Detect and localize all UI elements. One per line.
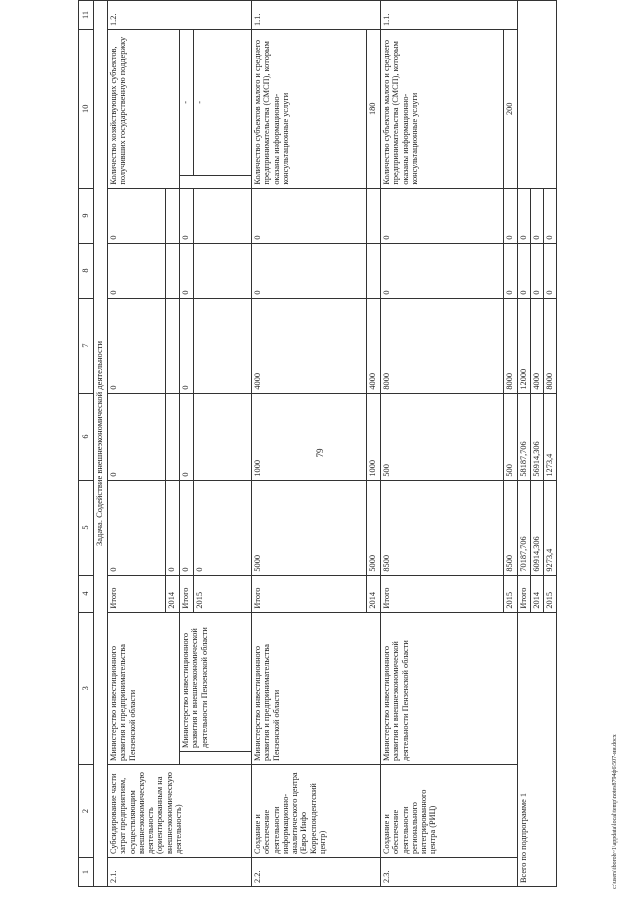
federal-value: 1000 [252,393,367,480]
total-value: 0 [194,480,252,575]
executor: Министерство инвестиционного развития и внешнеэкономической деятельности Пензенской области [180,612,252,751]
regional-value: 8000 [504,298,518,393]
period-label: 2015 [194,575,252,612]
table-row [252,1,367,887]
federal-value: 500 [504,393,518,480]
local-value: 0 [381,243,504,298]
header-col-1: 1 [79,858,94,887]
indicator-value: 180 [367,30,381,189]
indicator-value: 200 [504,30,518,189]
total-value: 70187,706 [518,480,531,575]
local-value: 0 [252,243,367,298]
task-title: Задача. Содействие внешнеэкономической деятельности [94,1,108,887]
executor: Министерство инвестиционного развития и предпринимательства Пензенской области [108,612,180,764]
total-value: 9273,4 [544,480,557,575]
header-col-11: 11 [79,1,94,30]
indicator-value: - [180,30,194,176]
period-label: 2014 [531,575,544,612]
indicator-ref: 1.1. [381,1,518,30]
measure-description: Создание и обеспечение деятельности информационно-аналитического центра (Евро Инфо Корреспондентский центр) [252,765,381,858]
executor: Министерство инвестиционного развития и предпринимательства Пензенской области [252,612,381,764]
total-value: 5000 [367,480,381,575]
other-value: 0 [504,188,518,243]
total-value: 0 [180,480,194,575]
row-number: 2.3. [381,858,518,887]
header-col-4: 4 [79,575,94,612]
federal-value: 1000 [367,393,381,480]
federal-value: 58187,706 [518,393,531,480]
column-header-row [79,1,94,887]
header-col-3: 3 [79,612,94,764]
local-value: 0 [531,243,544,298]
row-number: 2.1. [108,858,252,887]
header-col-2: 2 [79,765,94,858]
other-value: 0 [544,188,557,243]
regional-value: 0 [108,298,166,393]
local-value: 0 [180,243,194,298]
regional-value: 8000 [381,298,504,393]
indicator-ref: 1.2. [108,1,252,30]
header-col-6: 6 [79,393,94,480]
measure-description: Создание и обеспечение деятельности регионального интегрированного центра (РИЦ) [381,765,518,858]
regional-value: 4000 [252,298,367,393]
local-value: 0 [518,243,531,298]
indicator-ref: 1.1. [252,1,381,30]
spacer-cell [180,752,252,765]
total-value: 8500 [504,480,518,575]
period-label: Итого [381,575,504,612]
indicator-value: - [194,30,252,176]
regional-value: 0 [180,298,194,393]
measure-description: Субсидирование части затрат предприятиям, осуществляющим внешнеэкономическую деятельность (ориентированным на внешнеэкономическую деятельность) [108,765,252,858]
regional-value: 4000 [367,298,381,393]
header-col-9: 9 [79,188,94,243]
header-col-7: 7 [79,298,94,393]
other-value: 0 [180,188,194,243]
regional-value: 4000 [531,298,544,393]
period-label: 2015 [544,575,557,612]
federal-value: 0 [108,393,166,480]
total-value: 8500 [381,480,504,575]
other-value: 0 [108,188,166,243]
period-label: 2014 [166,575,180,612]
indicator-name: Количество субъектов малого и среднего предпринимательства (СМСП), которым оказаны информационно-консультационные услуги [381,30,504,189]
other-value: 0 [518,188,531,243]
period-label: Итого [180,575,194,612]
indicator-name: Количество хозяйствующих субъектов, получивших государственную поддержку [108,30,180,189]
other-value: 0 [381,188,504,243]
regional-value: 8000 [544,298,557,393]
table-row [381,1,504,887]
spacer-cell [180,175,252,188]
page-number: 79 [315,448,325,458]
row-number: 2.2. [252,858,381,887]
program-table [78,0,557,887]
header-col-10: 10 [79,30,94,189]
federal-value: 0 [180,393,194,480]
federal-value: 56914,306 [531,393,544,480]
executor: Министерство инвестиционного развития и внешнеэкономической деятельности Пензенской области [381,612,518,764]
federal-value: 500 [381,393,504,480]
total-value: 5000 [252,480,367,575]
local-value: 0 [108,243,166,298]
footer-file-path: c:\users\iboroh~1\appdata\local\temp\notes8794ф6\507-ии.docx [612,734,618,889]
other-value: 0 [252,188,367,243]
period-label: 2015 [504,575,518,612]
period-label: Итого [108,575,166,612]
header-col-5: 5 [79,480,94,575]
period-label: Итого [252,575,367,612]
local-value: 0 [504,243,518,298]
indicator-name: Количество субъектов малого и среднего предпринимательства (СМСП), которым оказаны информационно-консультационные услуги [252,30,367,189]
local-value: 0 [544,243,557,298]
other-value: 0 [531,188,544,243]
total-value: 0 [166,480,180,575]
table-row [518,1,531,887]
total-value: 60914,306 [531,480,544,575]
total-value: 0 [108,480,166,575]
table-row [180,1,194,887]
period-label: 2014 [367,575,381,612]
table-row [108,1,166,887]
subprogram-total-label: Всего по подпрограмме 1 [518,612,557,886]
federal-value: 1273,4 [544,393,557,480]
regional-value: 12000 [518,298,531,393]
header-col-8: 8 [79,243,94,298]
period-label: Итого [518,575,531,612]
